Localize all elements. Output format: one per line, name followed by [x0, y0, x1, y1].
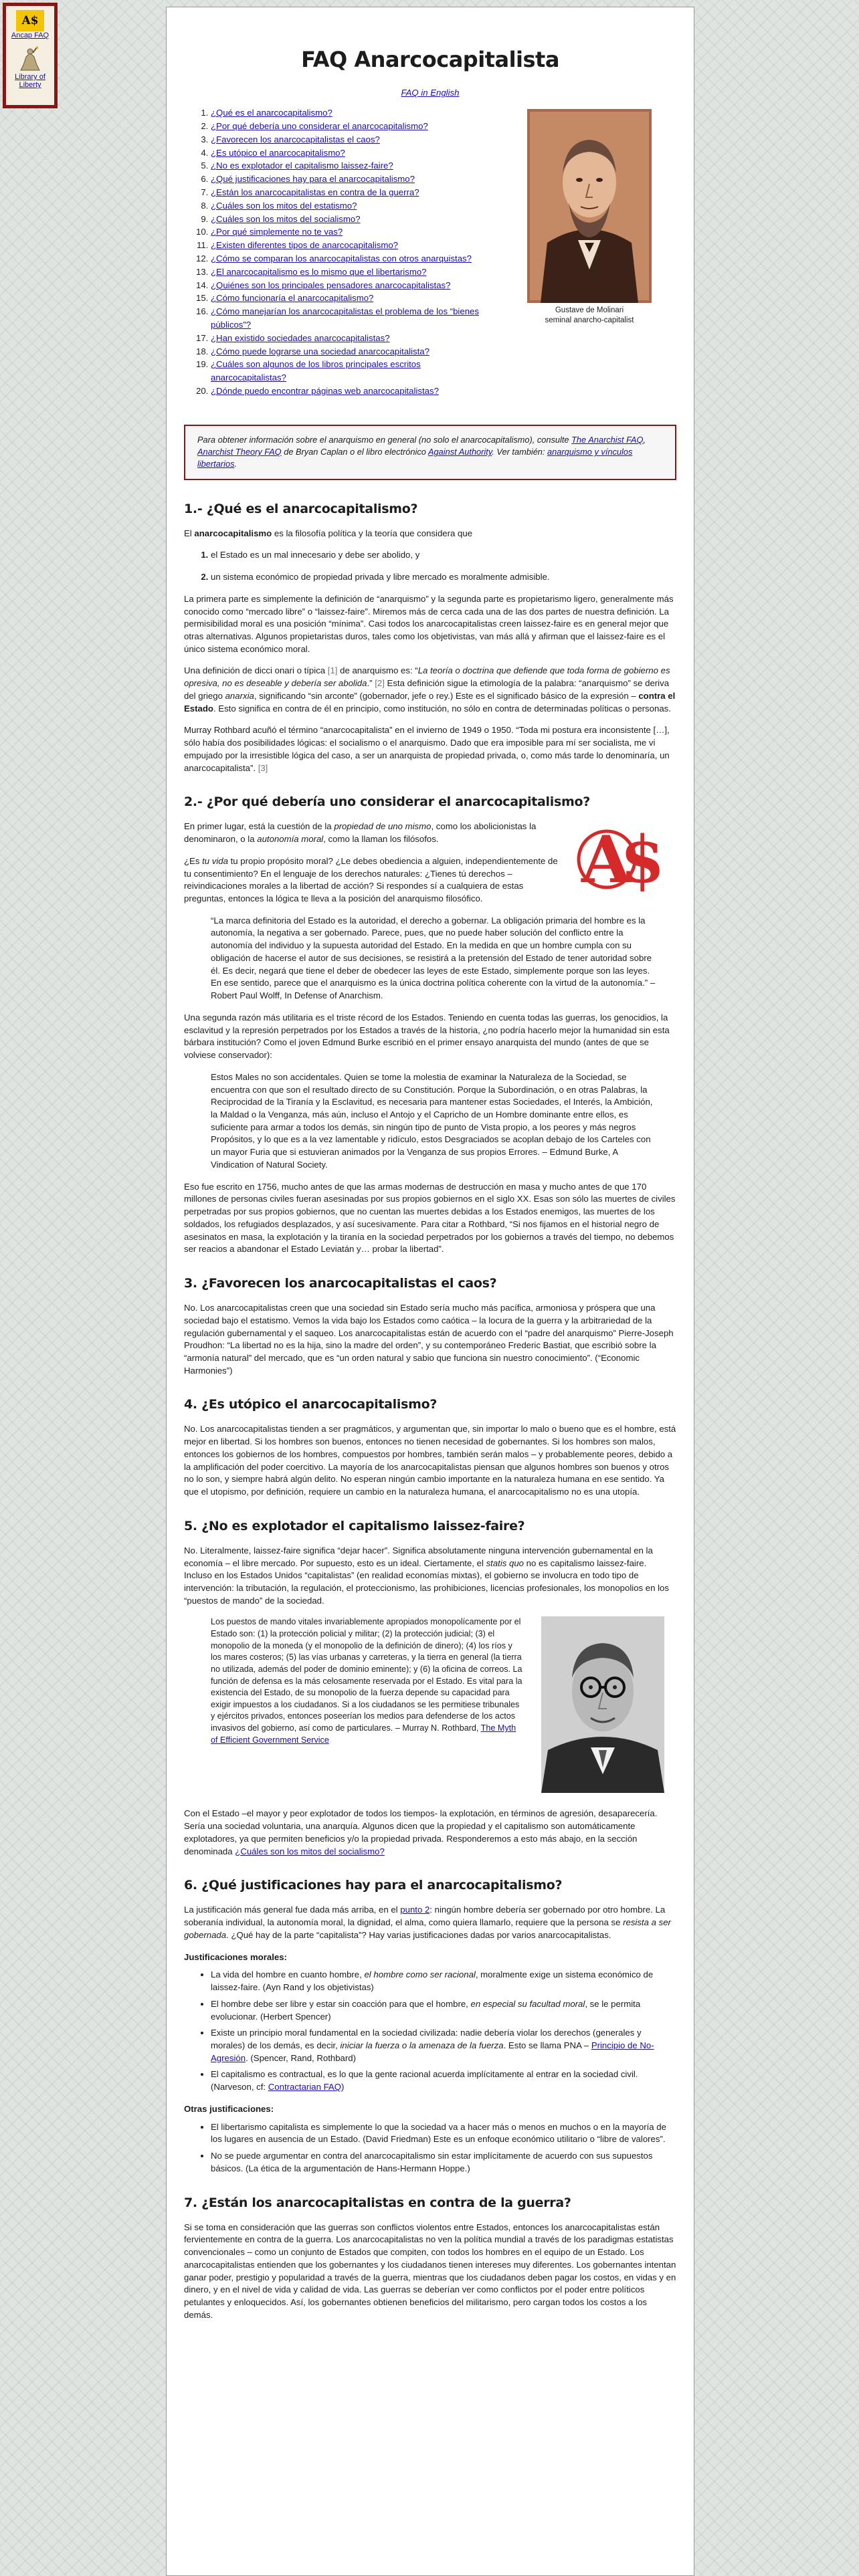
notice-text: ,	[643, 435, 646, 445]
paragraph: Con el Estado –el mayor y peor explotador de todos los tiempos- la explotación, en términos de agresión, desaparecería. Sería una sociedad voluntaria, una anarquía. Algunos dicen que la propiedad y el capitalismo son automáticamente explotadores, ya que permiten beneficios y/o la propiedad privada. Responderemos a esto más abajo, en la sección denominada ¿Cuáles son los mitos del socialismo?	[184, 1808, 658, 1856]
svg-text:A: A	[581, 822, 632, 895]
list-item: 1. el Estado es un mal innecesario y debe ser abolido, y	[211, 549, 676, 562]
svg-text:$: $	[620, 822, 665, 895]
section-1-intro: El anarcocapitalismo es la filosofía política y la teoría que considera que	[184, 528, 473, 538]
toc-item	[211, 186, 492, 199]
moral-justifications-list	[184, 1969, 676, 2094]
paragraph: La primera parte es simplemente la definición de “anarquismo” y la segunda parte es propietarismo ligero, generalmente más conocido como “mercado libre” o “laissez-faire”. Miremos más de cerca cada una de las dos partes de nuestra definición. La permisibilidad moral es una posición “mínima”. Casi todos los anarcocapitalistas creen laissez-faire es en general mejor que otras alternativas. Algunos propietaristas duros, tales como los objetivistas, van más allá y afirman que el laissez-faire es el único sistema económico moral.	[184, 593, 674, 654]
point-2-link[interactable]: punto 2	[400, 1905, 430, 1915]
toc-link-18[interactable]: ¿Cómo puede lograrse una sociedad anarcocapitalista?	[211, 346, 430, 356]
against-authority-link[interactable]: Against Authority	[427, 447, 492, 457]
sidebar	[3, 3, 58, 108]
toc-item	[211, 292, 492, 305]
moral-justifications-heading: Justificaciones morales:	[184, 1951, 287, 1962]
definition-list	[184, 549, 676, 583]
liberty-statue-icon[interactable]	[17, 46, 43, 72]
portrait-caption-role: seminal anarcho-capitalist	[545, 316, 634, 325]
paragraph: En primer lugar, está la cuestión de la propiedad de uno mismo, como los abolicionistas la denominaron, o la autonomía moral, como la llaman los filósofos.	[184, 821, 537, 845]
anarchism-links-link[interactable]: anarquismo y vínculos libertarios	[197, 447, 633, 469]
toc-link-9[interactable]: ¿Cuáles son los mitos del socialismo?	[211, 213, 361, 224]
paragraph: No. Los anarcocapitalistas creen que una sociedad sin Estado sería mucho más pacífica, armoniosa y próspera que una sociedad bajo el estatismo. Vemos la vida bajo los Estados como caótica – la locura de la guerra y la arbitrariedad de la regulación gubernamental y el saqueo. Los anarcocapitalistas están de acuerdo con el “padre del anarquismo” Pierre-Joseph Proudhon: “La libertad no es la hija, sino la madre del orden”, y su contemporáneo Frederic Bastiat, que escribió sobre la “armonía natural” del mercado, que es “un orden natural y sabio que funciona sin nuestro conocimiento”. (“Economic Harmonies”)	[184, 1303, 674, 1376]
contractarian-faq-link[interactable]: Contractarian FAQ	[268, 2082, 341, 2092]
toc-item	[211, 345, 492, 358]
paragraph: ¿Es tu vida tu propio propósito moral? ¿Le debes obediencia a alguien, independientemente de tu consentimiento? En el lenguaje de los derechos naturales: ¿Tienes tú derechos – reivindicaciones morales a la libertad de acción? Si respondes sí a cualquiera de estas preguntas, entonces la lógica te lleva a la posición del anarquismo filosófico.	[184, 855, 558, 903]
notice-text: de Bryan Caplan o el libro electrónico	[281, 447, 428, 457]
toc-item	[211, 305, 492, 332]
list-item: 2. un sistema económico de propiedad privada y libre mercado es moralmente admisible.	[211, 571, 676, 584]
paragraph: Murray Rothbard acuñó el término “anarcocapitalista” en el invierno de 1949 o 1950. “Toda mi postura era inconsistente […], sólo había dos posibilidades lógicas: el socialismo o el anarquismo. Dado que era imposible para mí ser socialista, me vi empujado por la irresistible lógica del caso, a ser un anarquista de propiedad privada, o, como más tarde lo denominaría, un anarcocapitalista”. [3]	[184, 725, 670, 773]
section-5-heading: 5. ¿No es explotador el capitalismo laissez-faire?	[184, 1518, 525, 1533]
section-3-heading: 3. ¿Favorecen los anarcocapitalistas el caos?	[184, 1276, 497, 1291]
paragraph: No. Los anarcocapitalistas tienden a ser pragmáticos, y argumentan que, sin importar lo malo o bueno que es el hombre, está mejor en libertad. Si los hombres son buenos, entonces no tienen necesidad de gobernantes. Si los hombres son malos, entonces los gobiernos de los hombres, compuestos por hombres, también serán malos – y probablemente peores, debido a la amplificación del poder coercitivo. La mayoría de los anarcocapitalistas piensan que algunos hombres son buenos y otros no lo son, y siempre habrá algún delito. No esperan ningún cambio importante en la naturaleza humana en ese sentido. Ya que el utopismo, por definición, requiere un cambio en la naturaleza humana, el anarcocapitalismo no es una utopía.	[184, 1424, 676, 1497]
toc-link-8[interactable]: ¿Cuáles son los mitos del estatismo?	[211, 200, 357, 211]
toc-item	[211, 199, 492, 213]
toc-item	[211, 358, 492, 385]
toc-link-12[interactable]: ¿Cómo se comparan los anarcocapitalistas con otros anarquistas?	[211, 253, 472, 263]
page-title: FAQ Anarcocapitalista	[301, 47, 559, 72]
non-aggression-principle-link[interactable]: Principio de No-Agresión	[211, 2040, 654, 2063]
toc-link-7[interactable]: ¿Están los anarcocapitalistas en contra de la guerra?	[211, 187, 419, 197]
paragraph: La justificación más general fue dada más arriba, en el punto 2: ningún hombre debería ser gobernado por otro hombre. La soberanía individual, la autonomía moral, la dignidad, el alma, como quiera llamarlo, requiere que la persona se resista a ser gobernada. ¿Qué hay de la parte “capitalista”? Hay varias justificaciones dadas por varios anarcocapitalistas.	[184, 1905, 671, 1940]
section-2-heading: 2.- ¿Por qué debería uno considerar el anarcocapitalismo?	[184, 794, 590, 810]
section-1-heading: 1.- ¿Qué es el anarcocapitalismo?	[184, 501, 418, 516]
myth-efficient-government-link[interactable]: The Myth of Efficient Government Service	[211, 1723, 516, 1745]
toc-link-19[interactable]: ¿Cuáles son algunos de los libros principales escritos anarcocapitalistas?	[211, 359, 421, 383]
toc-link-20[interactable]: ¿Dónde puedo encontrar páginas web anarcocapitalistas?	[211, 385, 439, 396]
toc-link-3[interactable]: ¿Favorecen los anarcocapitalistas el caos?	[211, 134, 380, 144]
rothbard-quote-block	[211, 1616, 676, 1798]
toc-item	[211, 120, 492, 133]
section-7-heading: 7. ¿Están los anarcocapitalistas en contra de la guerra?	[184, 2195, 571, 2210]
toc-link-2[interactable]: ¿Por qué debería uno considerar el anarcocapitalismo?	[211, 120, 428, 131]
anarchist-faq-link[interactable]: The Anarchist FAQ	[571, 435, 644, 445]
rothbard-photo-image	[541, 1616, 664, 1793]
toc-link-1[interactable]: ¿Qué es el anarcocapitalismo?	[211, 108, 332, 118]
toc-link-15[interactable]: ¿Cómo funcionaría el anarcocapitalismo?	[211, 293, 374, 304]
ancap-symbol-icon	[576, 821, 670, 894]
toc-link-4[interactable]: ¿Es utópico el anarcocapitalismo?	[211, 147, 345, 158]
list-item: • El libertarismo capitalista es simplemente lo que la sociedad va a hacer más o menos en muchos o en la mayoría de los lugares en ausencia de un Estado. (David Friedman) Este es un enfoque económico utilitario o “libre de valores”.	[211, 2121, 676, 2146]
list-item: • No se puede argumentar en contra del anarcocapitalismo sin estar implícitamente de acuerdo con sus supuestos básicos. (La ética de la argumentación de Hans-Hermann Hoppe.)	[211, 2150, 676, 2175]
toc-link-11[interactable]: ¿Existen diferentes tipos de anarcocapitalismo?	[211, 240, 399, 251]
citation-3[interactable]: [3]	[258, 762, 268, 773]
rothbard-figure	[536, 1616, 670, 1793]
toc-item	[211, 146, 492, 160]
english-version-link[interactable]: FAQ in English	[401, 88, 460, 98]
toc-link-10[interactable]: ¿Por qué simplemente no te vas?	[211, 227, 343, 237]
citation-2[interactable]: [2]	[375, 678, 385, 689]
toc-item	[211, 252, 492, 265]
toc-item	[211, 133, 492, 146]
notice-text: . Ver también:	[492, 447, 548, 457]
toc-item	[211, 173, 492, 186]
toc-link-6[interactable]: ¿Qué justificaciones hay para el anarcocapitalismo?	[211, 174, 415, 185]
burke-quote: Estos Males no son accidentales. Quien se tome la molestia de examinar la Naturaleza de la Sociedad, se encuentra con que son el resultado directo de su Constitución. Porque la Subordinación, o en otras Palabras, la Reciprocidad de la Tiranía y la Esclavitud, es necesaria para mantener estas Sociedades, el Interés, la Ambición, la Maldad o la Venganza, más aún, incluso el Antojo y el Capricho de un Hombre dominante entre ellos, es suficiente para armar a todos los demás, sin ningún tipo de punto de Vista propio, a los peores y más negros Propósitos, y lo que es a la vez lamentable y ridículo, estos Desgraciados se acoplan debajo de los Carteles con un mayor Furia que si estuvieran animados por la Venganza de sus propios Errores. – Edmund Burke, A Vindication of Natural Society.	[211, 1071, 653, 1170]
paragraph: No. Literalmente, laissez-faire significa “dejar hacer”. Significa absolutamente ninguna intervención gubernamental en la economía – el libre mercado. Por supuesto, esto es un ideal. Ciertamente, el statis quo no es capitalismo laissez-faire. Incluso en los Estados Unidos “capitalistas” (en realidad economías mixtas), el gobierno se involucra en todo tipo de intervención: la tributación, la regulación, el proteccionismo, las prohibiciones, licencias profesionales, los monopolios en los “puestos de mando” de la sociedad.	[184, 1545, 669, 1606]
notice-text: Para obtener información sobre el anarquismo en general (no solo el anarcocapitalismo), consulte	[197, 435, 572, 445]
toc-link-5[interactable]: ¿No es explotador el capitalismo laissez-faire?	[211, 160, 393, 171]
paragraph: Una segunda razón más utilitaria es el triste récord de los Estados. Teniendo en cuenta todas las guerras, los genocidios, la esclavitud y la represión perpetrados por los Estados a través de la historia, ¿no podría hacerlo mejor la humanidad sin esta bárbara institución? Como el joven Edmund Burke escribió en el primer ensayo anarquista del mundo (antes de que se volviese conservador):	[184, 1012, 670, 1061]
wolff-quote: “La marca definitoria del Estado es la autoridad, el derecho a gobernar. La obligación primaria del hombre es la autonomía, la negativa a ser gobernado. Parece, pues, que no puede haber solución del conflicto entre la autonomía del individuo y la supuesta autoridad del Estado. En la medida en que un hombre cumpla con su obligación de hacerse el autor de sus decisiones, se resistirá a la pretensión del Estado de tener autoridad sobre él. Es decir, negará que tiene el deber de obedecer las leyes de este Estado, simplemente porque son las leyes. En ese sentido, parece que el anarquismo es la única doctrina política coherente con la virtud de la autonomía.” – Robert Paul Wolff, In Defense of Anarchism.	[211, 915, 656, 1001]
other-justifications-list	[184, 2121, 676, 2175]
notice-text: .	[234, 459, 237, 469]
paragraph: Una definición de dicci onari o típica [1] de anarquismo es: “La teoría o doctrina que defiende que toda forma de gobierno es opresiva, no es deseable y debería ser abolida.” [2] Esta definición sigue la etimología de la palabra: “anarquismo” se deriva del griego anarxia, significando “sin arconte” (gobernador, jefe o rey.) Este es el significado básico de la expresión – contra el Estado. Esto significa en contra de él en principio, como institución, no sólo en contra de determinadas políticas o personas.	[184, 665, 676, 714]
main-content	[166, 7, 694, 2576]
info-notice	[184, 425, 676, 479]
toc-item	[211, 106, 492, 120]
socialism-myths-link[interactable]: ¿Cuáles son los mitos del socialismo?	[235, 1846, 385, 1856]
section-4-heading: 4. ¿Es utópico el anarcocapitalismo?	[184, 1397, 438, 1412]
toc-section	[184, 106, 676, 414]
toc-link-16[interactable]: ¿Cómo manejarían los anarcocapitalistas el problema de los “bienes públicos”?	[211, 306, 479, 330]
list-item: • El capitalismo es contractual, es lo que la gente racional acuerda implícitamente al entrar en la sociedad civil. (Narveson, cf: Contractarian FAQ)	[211, 2068, 676, 2093]
other-justifications-heading: Otras justificaciones:	[184, 2103, 274, 2114]
library-of-liberty-link[interactable]: Library of Liberty	[15, 73, 45, 89]
toc-link-14[interactable]: ¿Quiénes son los principales pensadores anarcocapitalistas?	[211, 280, 451, 290]
toc-item	[211, 385, 492, 398]
list-item: • La vida del hombre en cuanto hombre, el hombre como ser racional, moralmente exige un sistema económico de laissez-faire. (Ayn Rand y los objetivistas)	[211, 1969, 676, 1994]
toc-item	[211, 225, 492, 239]
toc-link-13[interactable]: ¿El anarcocapitalismo es lo mismo que el libertarismo?	[211, 266, 427, 277]
paragraph: Eso fue escrito en 1756, mucho antes de que las armas modernas de destrucción en masa y mucho antes de que 170 millones de personas civiles fueran asesinadas por sus propios gobiernos en el siglo XX. Esas son sólo las muertes de civiles perpetradas por sus propios gobiernos, que no cuentan las muertes debidas a los Estados enemigos, las muertes de los soldados, los refugiados desplazados, y así sucesivamente. Para citar a Rothbard, “Si nos fijamos en el historial negro de asesinatos en masa, la explotación y la tiranía en la sociedad perpetrados por los gobiernos a través del tiempo, no debemos ser reacios a abandonar el Estado Leviatán y… probar la libertad”.	[184, 1181, 676, 1255]
paragraph: Si se toma en consideración que las guerras son conflictos violentos entre Estados, entonces los anarcocapitalistas están fervientemente en contra de la guerra. Los anarcocapitalistas no ven la política mundial a través de los paradigmas estatistas convencionales – como un conjunto de Estados que compiten, con todos los hombres en el equipo de un Estado. Los anarcocapitalistas entienden que los gobernantes y los ciudadanos tienen intereses muy diferentes. Los gobernantes intentan ganar poder, prestigio y popularidad a través de la guerra, mientras que los ciudadanos deben pagar los costos, en vidas y en dinero, y en el nivel de vida y calidad de vida. Las guerras se deberían ver como conflictos por el poder entre políticos petulantes y enloquecidos. Así, los gobernantes obtienen beneficios del militarismo, pero cargan todos los costos a los demás.	[184, 2222, 676, 2320]
ancap-logo[interactable]: A$	[16, 10, 44, 31]
anarchist-theory-faq-link[interactable]: Anarchist Theory FAQ	[197, 447, 282, 457]
toc-item	[211, 265, 492, 279]
molinari-figure	[516, 109, 663, 326]
toc-link-17[interactable]: ¿Han existido sociedades anarcocapitalistas?	[211, 332, 390, 343]
toc-item	[211, 159, 492, 173]
list-item: • El hombre debe ser libre y estar sin coacción para que el hombre, en especial su facultad moral, se le permita evolucionar. (Herbert Spencer)	[211, 1998, 676, 2023]
molinari-portrait-image	[527, 109, 652, 303]
toc-item	[211, 239, 492, 252]
rothbard-quote: Los puestos de mando vitales invariablemente apropiados monopolícamente por el Estado son: (1) la protección policial y militar; (2) la protección judicial; (3) el monopolio de la moneda (y el monopolio de la definición de dinero); (4) los ríos y los mares costeros; (5) las vías urbanas y carreteras, y la tierra en general (la tierra no utilizada, además del poder de dominio eminente); y (6) la oficina de correos. La función de defensa es la más celosamente reservada por el Estado. Es vital para la existencia del Estado, de su monopolio de la fuerza depende su capacidad para exigir impuestos a los ciudadanos. Si a los ciudadanos se les permitiese tribunales y ejércitos privados, entonces poseerían los medios para defenderse de los actos invasivos del gobierno, así como de particulares. – Murray N. Rothbard, The Myth of Efficient Government Service	[211, 1617, 522, 1745]
ancap-faq-link[interactable]: Ancap FAQ	[11, 31, 50, 39]
portrait-caption-name: Gustave de Molinari	[555, 306, 624, 315]
citation-1[interactable]: [1]	[327, 665, 338, 676]
table-of-contents	[184, 106, 492, 398]
toc-item	[211, 213, 492, 226]
toc-item	[211, 279, 492, 292]
list-item: • Existe un principio moral fundamental en la sociedad civilizada: nadie debería violar los derechos (generales y morales) de los demás, es decir, iniciar la fuerza o la amenaza de la fuerza. Esto se llama PNA – Principio de No-Agresión. (Spencer, Rand, Rothbard)	[211, 2027, 676, 2064]
section-6-heading: 6. ¿Qué justificaciones hay para el anarcocapitalismo?	[184, 1878, 563, 1893]
toc-item	[211, 332, 492, 345]
